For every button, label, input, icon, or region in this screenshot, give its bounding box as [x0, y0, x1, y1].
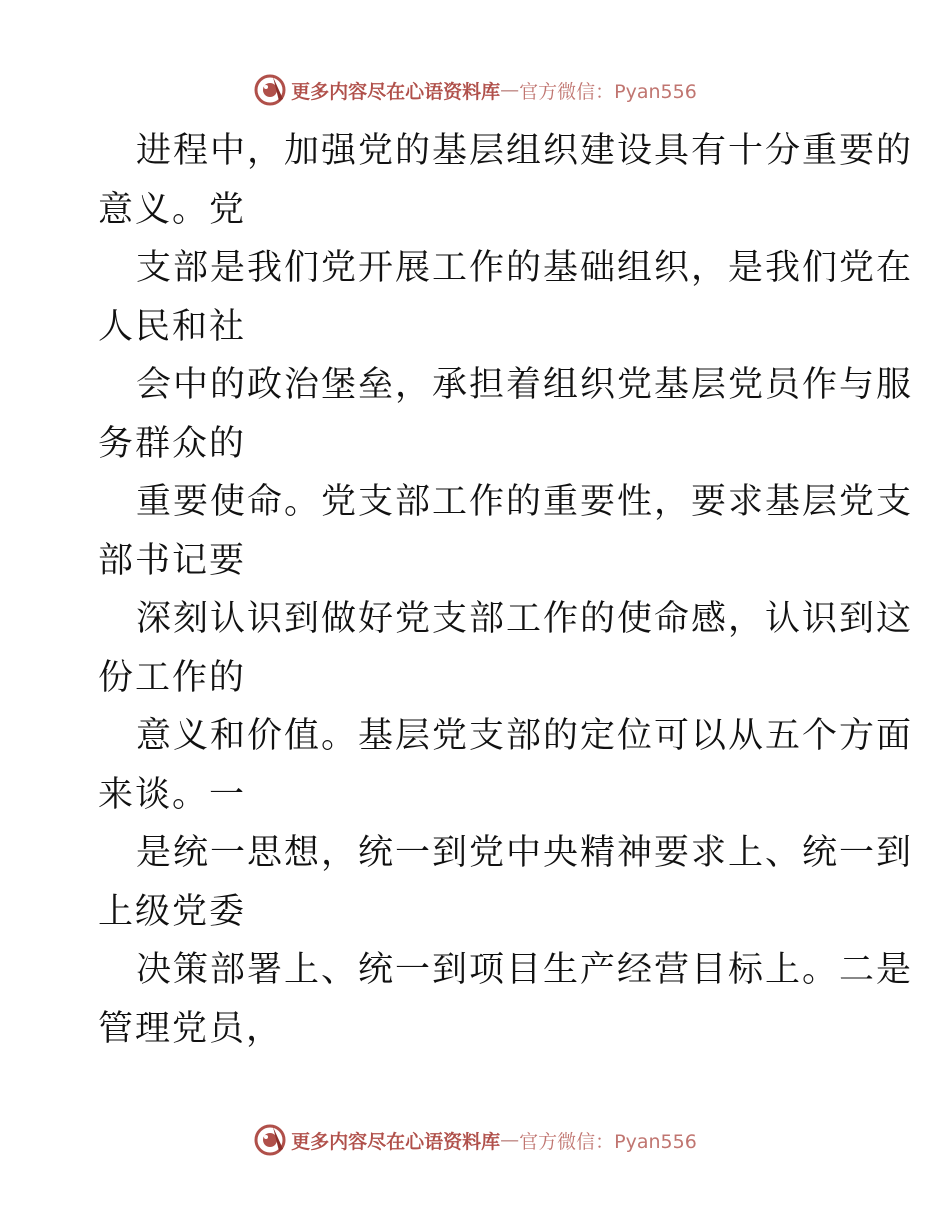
- watermark-contact: 官方微信：Pyan556: [519, 1130, 697, 1153]
- header-watermark: [0, 70, 950, 110]
- body-line: 意义。党: [98, 189, 247, 230]
- body-line: 务群众的: [98, 423, 247, 464]
- body-line: 管理党员，: [98, 1008, 284, 1049]
- body-line: 是统一思想，统一到党中央精神要求上、统一到: [136, 833, 914, 873]
- body-line: 部书记要: [98, 540, 247, 581]
- body-line: 上级党委: [98, 891, 247, 932]
- watermark-text: 更多内容尽在心语资料库: [291, 1130, 501, 1153]
- body-line: 进程中，加强党的基层组织建设具有十分重要的: [136, 131, 914, 171]
- body-line: 支部是我们党开展工作的基础组织，是我们党在: [136, 248, 914, 288]
- watermark-separator: —: [500, 79, 520, 101]
- body-line: 会中的政治堡垒，承担着组织党基层党员作与服: [136, 365, 914, 405]
- watermark-separator: —: [500, 1129, 520, 1151]
- watermark-contact: 官方微信：Pyan556: [519, 80, 697, 103]
- body-line: 份工作的: [98, 657, 247, 698]
- footer-watermark: [0, 1120, 950, 1160]
- pen-logo-icon: [253, 73, 287, 107]
- body-line: 重要使命。党支部工作的重要性，要求基层党支: [136, 482, 914, 522]
- body-line: 意义和价值。基层党支部的定位可以从五个方面: [136, 716, 914, 756]
- body-line: 深刻认识到做好党支部工作的使命感，认识到这: [136, 599, 914, 639]
- body-line: 来谈。一: [98, 774, 247, 815]
- body-line: 人民和社: [98, 306, 247, 347]
- document-body: [98, 122, 914, 1058]
- body-line: 决策部署上、统一到项目生产经营目标上。二是: [136, 950, 914, 990]
- pen-logo-icon: [253, 1123, 287, 1157]
- watermark-text: 更多内容尽在心语资料库: [291, 80, 501, 103]
